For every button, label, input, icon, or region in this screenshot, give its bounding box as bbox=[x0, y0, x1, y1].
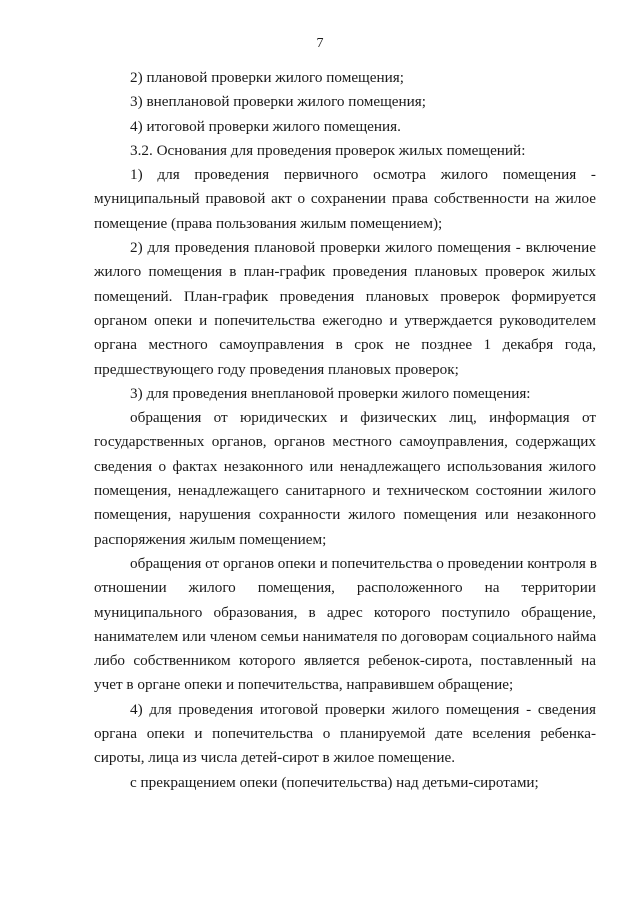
text-line: 4) итоговой проверки жилого помещения. bbox=[130, 117, 401, 135]
text-line: жилого помещения в план-график проведения плановых проверок жилых bbox=[94, 263, 596, 281]
text-line: муниципальный правовой акт о сохранении права собственности на жилое bbox=[94, 190, 596, 208]
text-line: 4) для проведения итоговой проверки жилого помещения - сведения bbox=[130, 700, 596, 718]
text-line: органом опеки и попечительства ежегодно и утверждается руководителем bbox=[94, 311, 596, 329]
text-line: 1) для проведения первичного осмотра жилого помещения - bbox=[130, 166, 596, 184]
text-line: сироты, лица из числа детей-сирот в жилое помещение. bbox=[94, 749, 456, 767]
text-line: нанимателем или членом семьи нанимателя по договорам социального найма bbox=[94, 627, 597, 645]
text-line: органа местного самоуправления в срок не позднее 1 декабря года, bbox=[94, 336, 596, 354]
text-line: с прекращением опеки (попечительства) над детьми-сиротами; bbox=[130, 773, 539, 791]
text-line: либо собственником которого является ребенок-сирота, поставленный на bbox=[94, 652, 596, 670]
text-line: распоряжения жилым помещением; bbox=[94, 530, 327, 548]
page-number: 7 bbox=[316, 36, 324, 51]
text-line: муниципального образования, в адрес которого поступило обращение, bbox=[94, 603, 596, 621]
text-line: обращения от органов опеки и попечительства о проведении контроля в bbox=[130, 554, 597, 572]
text-line: государственных органов, органов местного самоуправления, содержащих bbox=[94, 433, 596, 451]
text-line: сведения о фактах незаконного или ненадлежащего использования жилого bbox=[94, 457, 596, 475]
text-line: 2) плановой проверки жилого помещения; bbox=[130, 69, 404, 86]
text-line: помещений. План-график проведения плановых проверок формируется bbox=[94, 287, 596, 305]
text-line: учет в органе опеки и попечительства, направившем обращение; bbox=[94, 676, 514, 694]
text-line: обращения от юридических и физических лиц, информация от bbox=[130, 409, 596, 427]
document-body bbox=[94, 66, 596, 795]
text-line: 3.2. Основания для проведения проверок жилых помещений: bbox=[130, 141, 526, 159]
text-line: помещение (права пользования жилым помещением); bbox=[94, 214, 443, 232]
text-line: 3) для проведения внеплановой проверки жилого помещения: bbox=[130, 384, 531, 402]
text-line: предшествующего году проведения плановых проверок; bbox=[94, 360, 459, 378]
text-line: 2) для проведения плановой проверки жилого помещения - включение bbox=[130, 239, 596, 257]
text-line: помещения, нарушения сохранности жилого помещения или незаконного bbox=[94, 506, 596, 524]
text-line: отношении жилого помещения, расположенного на территории bbox=[94, 579, 596, 597]
text-line: органа опеки и попечительства о планируемой дате вселения ребенка- bbox=[94, 725, 596, 743]
text-line: 3) внеплановой проверки жилого помещения; bbox=[130, 93, 426, 111]
text-line: помещения, ненадлежащего санитарного и техническом состоянии жилого bbox=[94, 482, 596, 500]
